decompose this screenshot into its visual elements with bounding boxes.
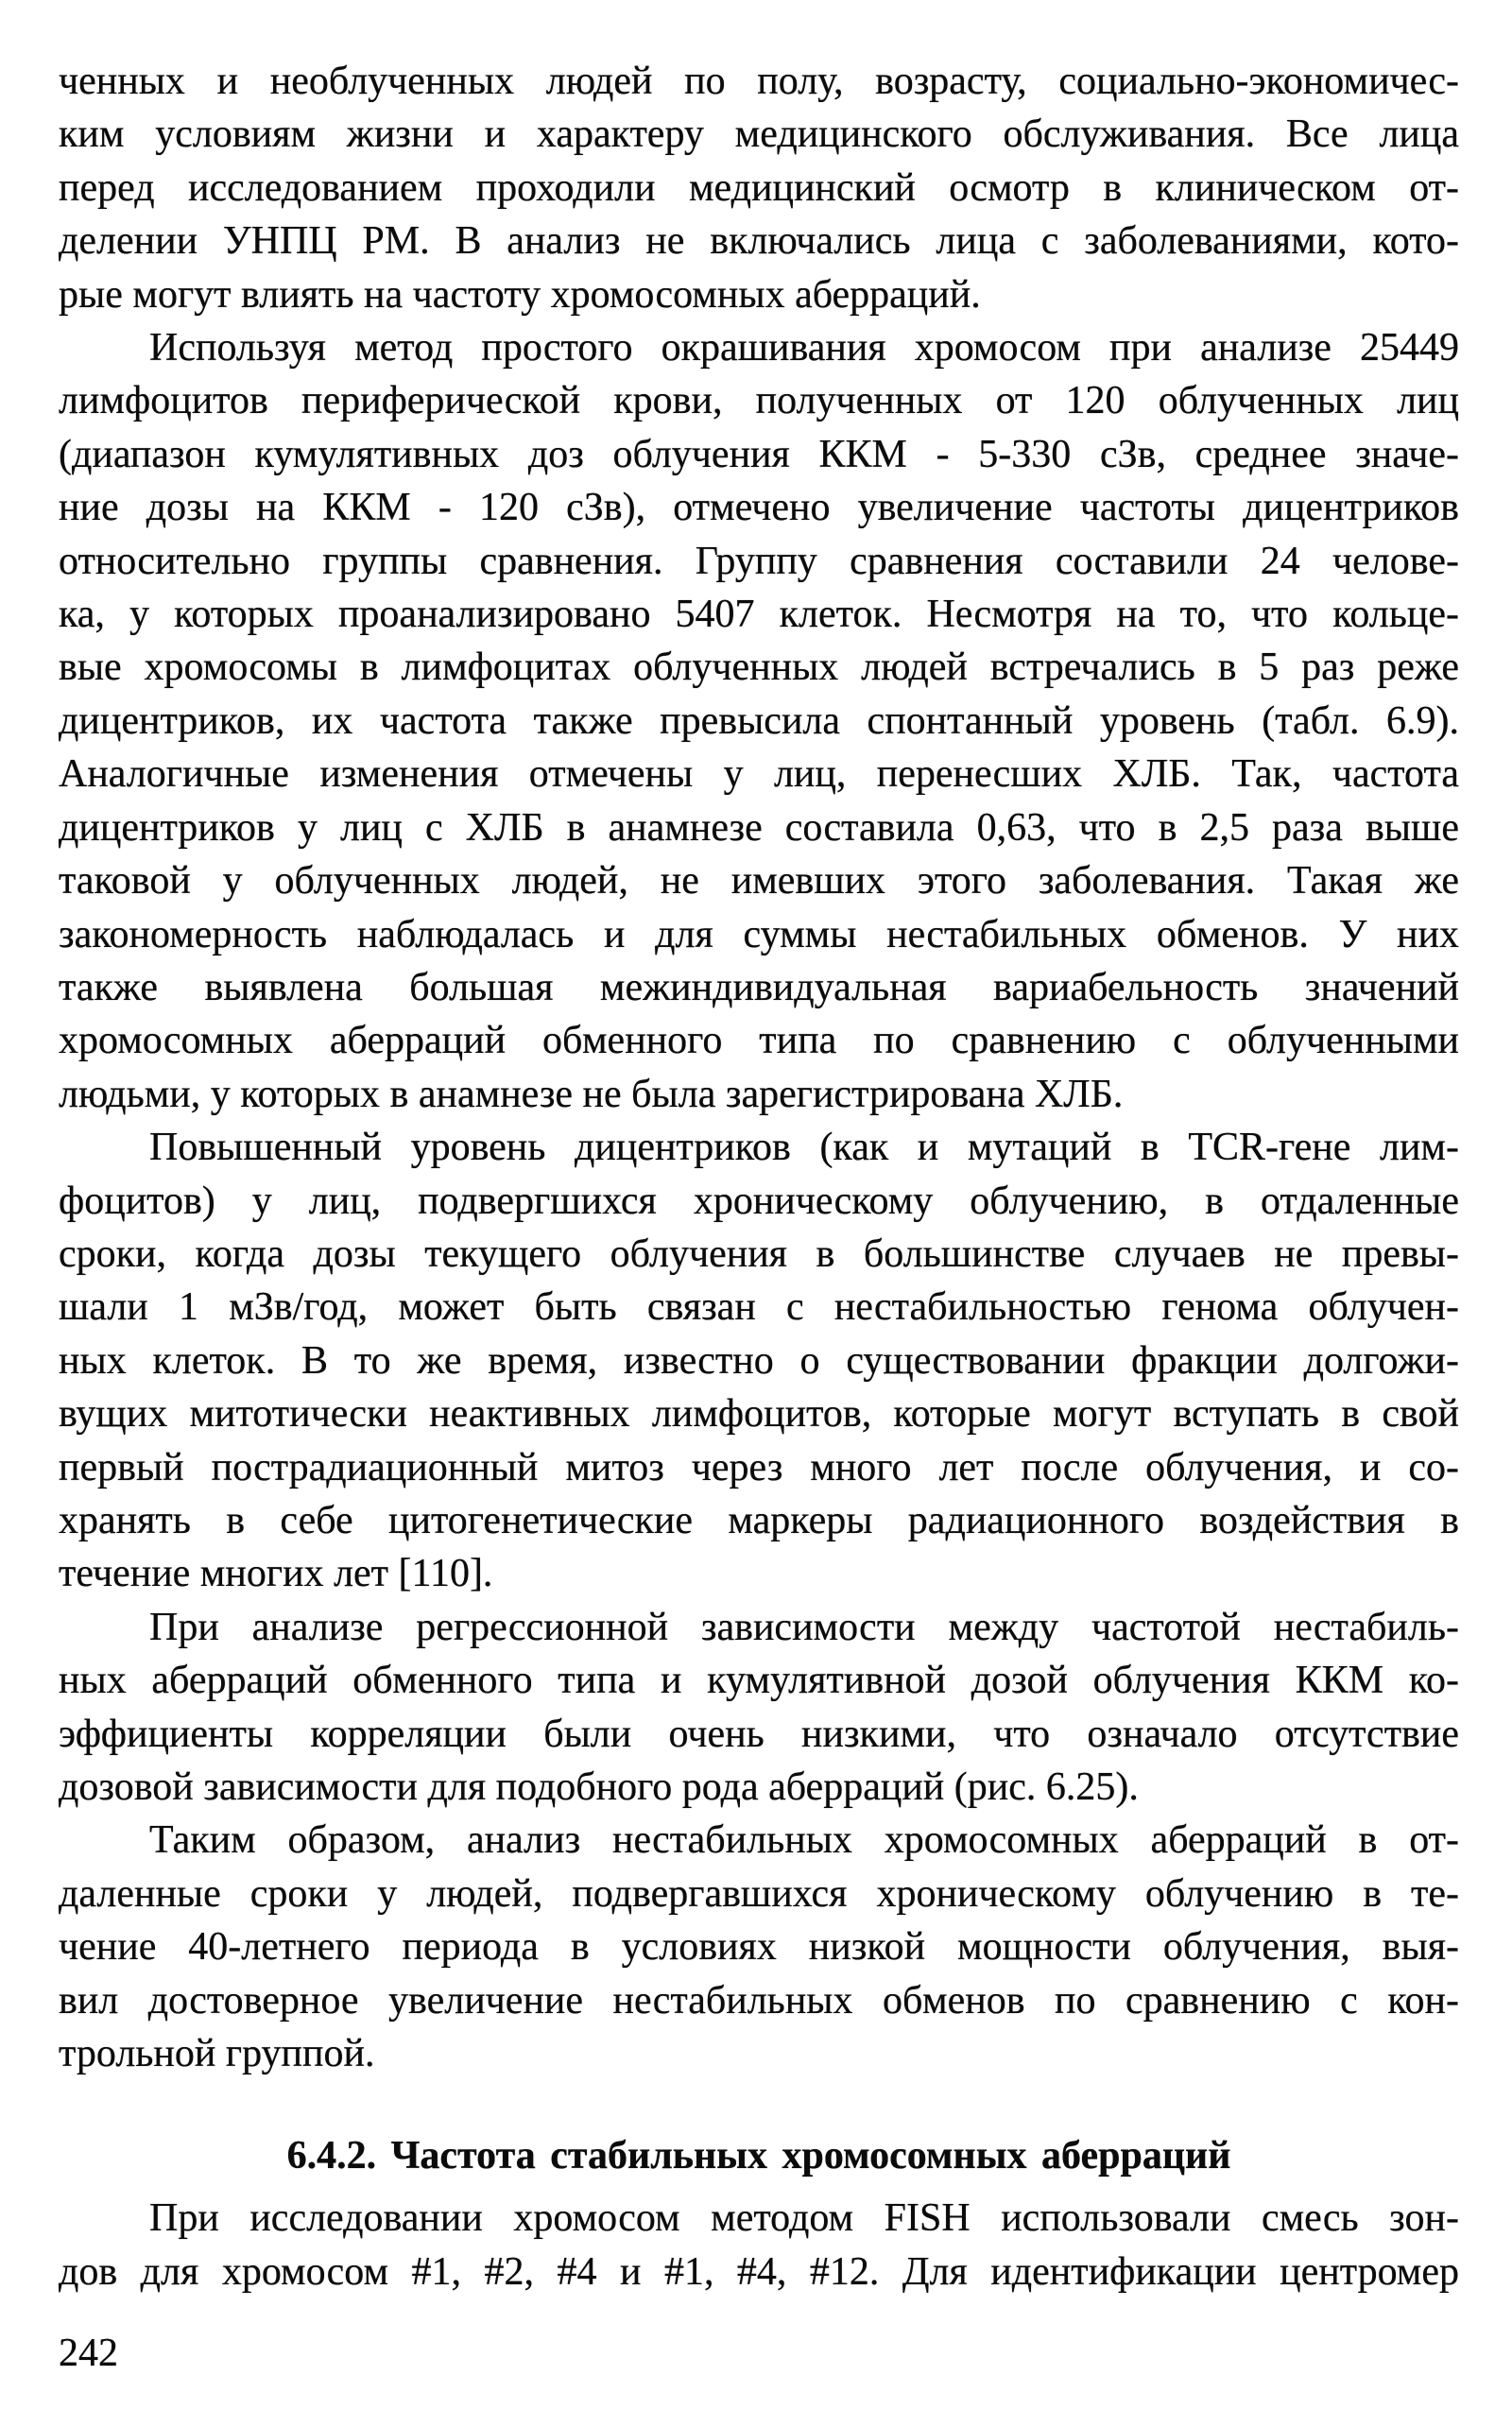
section-heading: 6.4.2. Частота стабильных хромосомных аберраций <box>286 2134 1231 2178</box>
text-line: При анализе регрессионной зависимости между частотой нестабиль- <box>149 1605 1459 1649</box>
paragraph <box>59 2192 1459 2298</box>
text-line: дицентриков у лиц с ХЛБ в анамнезе составила 0,63, что в 2,5 раза выше <box>59 805 1459 850</box>
text-line: ким условиям жизни и характеру медицинского обслуживания. Все лица <box>59 112 1459 157</box>
text-line: также выявлена большая межиндивидуальная вариабельность значений <box>59 965 1459 1009</box>
text-line: закономерность наблюдалась и для суммы нестабильных обменов. У них <box>59 912 1459 956</box>
text-line: чение 40-летнего периода в условиях низкой мощности облучения, выя- <box>59 1925 1459 1970</box>
text-line: ных клеток. В то же время, известно о существовании фракции долгожи- <box>59 1338 1459 1383</box>
text-line: Повышенный уровень дицентриков (как и мутаций в TCR-гене лим- <box>149 1126 1459 1170</box>
text-line: шали 1 мЗв/год, может быть связан с нестабильностью генома облучен- <box>59 1285 1459 1330</box>
text-line: делении УНПЦ РМ. В анализ не включались лица с заболеваниями, кото- <box>59 219 1459 264</box>
text-line: Аналогичные изменения отмечены у лиц, перенесших ХЛБ. Так, частота <box>59 752 1459 797</box>
text-line: первый пострадиационный митоз через много лет после облучения, и со- <box>59 1445 1459 1489</box>
text-line: таковой у облученных людей, не имевших этого заболевания. Такая же <box>59 859 1459 904</box>
text-line: дов для хромосом #1, #2, #4 и #1, #4, #12. Для идентификации центромер <box>59 2249 1459 2294</box>
text-line: перед исследованием проходили медицинский осмотр в клиническом от- <box>59 165 1459 210</box>
text-line: хранять в себе цитогенетические маркеры радиационного воздействия в <box>59 1498 1459 1542</box>
text-line: людьми, у которых в анамнезе не была зарегистрирована ХЛБ. <box>59 1072 1124 1116</box>
paragraph <box>59 1601 1459 1815</box>
text-line: дицентриков, их частота также превысила спонтанный уровень (табл. 6.9). <box>59 698 1459 743</box>
text-line: фоцитов) у лиц, подвергшихся хроническому облучению, в отдаленные <box>59 1179 1459 1223</box>
text-line: ка, у которых проанализировано 5407 клеток. Несмотря на то, что кольце- <box>59 593 1459 637</box>
page-number: 242 <box>59 2332 118 2375</box>
text-line: течение многих лет [110]. <box>59 1552 493 1596</box>
text-line: вущих митотически неактивных лимфоцитов, которые могут вступать в свой <box>59 1392 1459 1437</box>
text-line: вые хромосомы в лимфоцитах облученных людей встречались в 5 раз реже <box>59 646 1459 690</box>
text-line: относительно группы сравнения. Группу сравнения составили 24 челове- <box>59 539 1459 583</box>
paragraph <box>59 321 1459 1121</box>
text-line: даленные сроки у людей, подвергавшихся хроническому облучению в те- <box>59 1871 1459 1916</box>
text-line: Используя метод простого окрашивания хромосом при анализе 25449 <box>149 326 1459 370</box>
text-line: ных аберраций обменного типа и кумулятивной дозой облучения ККМ ко- <box>59 1659 1459 1703</box>
text-line: рые могут влиять на частоту хромосомных аберраций. <box>59 272 981 317</box>
text-line: трольной группой. <box>59 2032 375 2076</box>
text-line: дозовой зависимости для подобного рода аберраций (рис. 6.25). <box>59 1765 1139 1809</box>
text-line: Таким образом, анализ нестабильных хромосомных аберраций в от- <box>149 1818 1459 1863</box>
text-line: эффициенты корреляции были очень низкими, что означало отсутствие <box>59 1712 1459 1756</box>
text-line: вил достоверное увеличение нестабильных обменов по сравнению с кон- <box>59 1978 1459 2023</box>
paragraph <box>59 1814 1459 2080</box>
text-line: лимфоцитов периферической крови, полученных от 120 облученных лиц <box>59 379 1459 423</box>
paragraph <box>59 1121 1459 1601</box>
text-line: сроки, когда дозы текущего облучения в большинстве случаев не превы- <box>59 1231 1459 1276</box>
text-line: ние дозы на ККМ - 120 сЗв), отмечено увеличение частоты дицентриков <box>59 486 1459 530</box>
text-line: ченных и необлученных людей по полу, возрасту, социально-экономичес- <box>59 60 1459 103</box>
text-line: При исследовании хромосом методом FISH использовали смесь зон- <box>149 2196 1459 2241</box>
text-line: хромосомных аберраций обменного типа по сравнению с облученными <box>59 1019 1459 1063</box>
text-line: (диапазон кумулятивных доз облучения ККМ - 5-330 сЗв, среднее значе- <box>59 432 1459 476</box>
paragraph <box>59 55 1459 321</box>
text-block <box>59 55 1459 2298</box>
